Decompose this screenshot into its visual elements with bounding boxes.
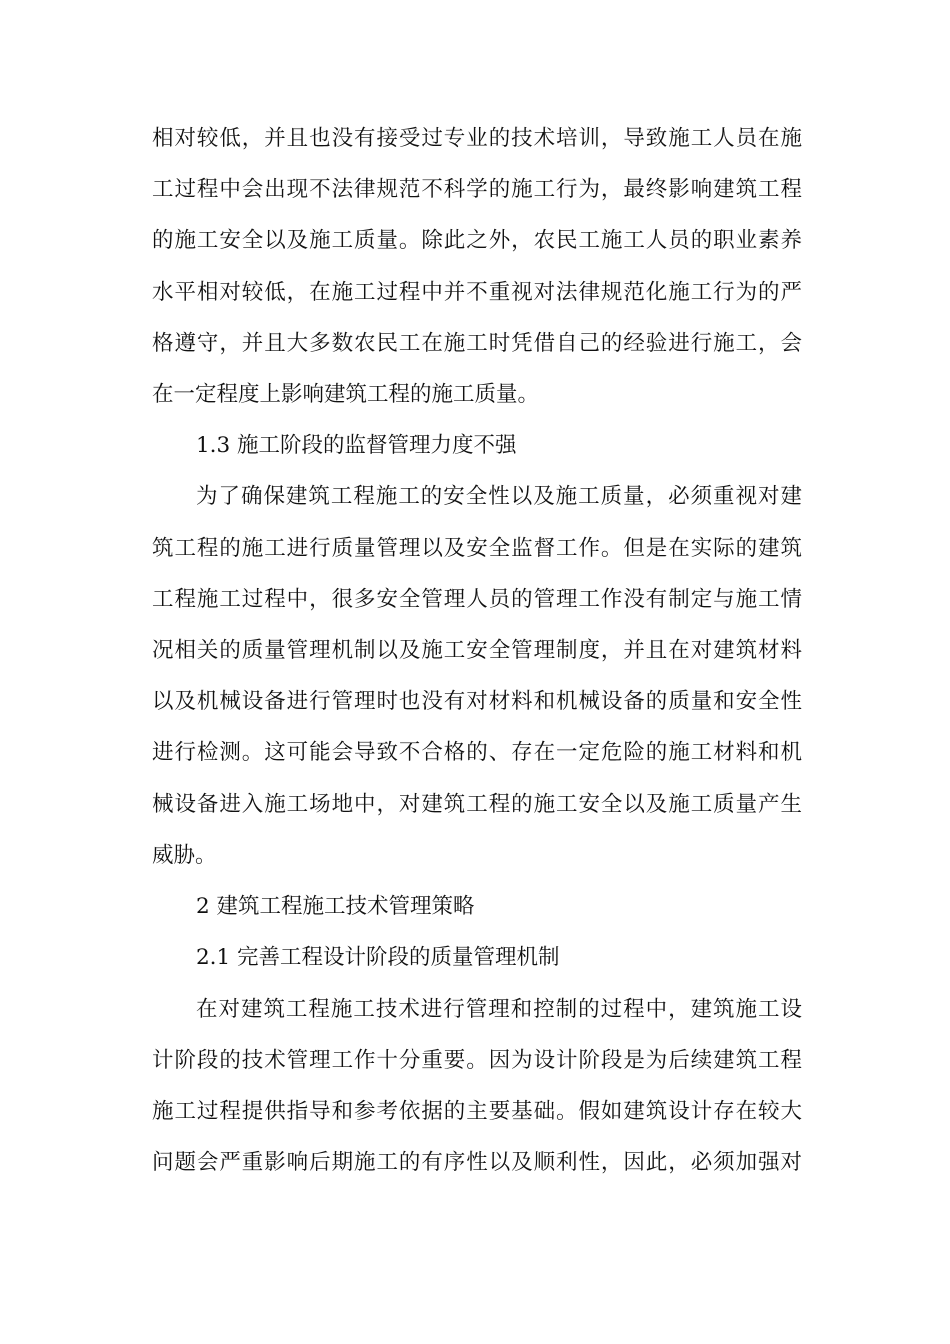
paragraph-line: 威胁。 <box>152 843 217 868</box>
paragraph-line: 工程施工过程中，很多安全管理人员的管理工作没有制定与施工情 <box>152 587 802 612</box>
paragraph-line: 为了确保建筑工程施工的安全性以及施工质量，必须重视对建 <box>196 484 802 509</box>
paragraph-line: 在对建筑工程施工技术进行管理和控制的过程中，建筑施工设 <box>196 997 802 1022</box>
paragraph-line: 以及机械设备进行管理时也没有对材料和机械设备的质量和安全性 <box>152 689 802 714</box>
paragraph-line: 进行检测。这可能会导致不合格的、存在一定危险的施工材料和机 <box>152 740 802 765</box>
paragraph-line: 水平相对较低，在施工过程中并不重视对法律规范化施工行为的严 <box>152 280 802 305</box>
paragraph-line: 相对较低，并且也没有接受过专业的技术培训，导致施工人员在施 <box>152 126 802 151</box>
paragraph-line: 的施工安全以及施工质量。除此之外，农民工施工人员的职业素养 <box>152 228 802 253</box>
section-heading: 1.3 施工阶段的监督管理力度不强 <box>196 433 517 458</box>
paragraph-line: 况相关的质量管理机制以及施工安全管理制度，并且在对建筑材料 <box>152 638 802 663</box>
paragraph-line: 筑工程的施工进行质量管理以及安全监督工作。但是在实际的建筑 <box>152 536 802 561</box>
paragraph-line: 格遵守，并且大多数农民工在施工时凭借自己的经验进行施工，会 <box>152 331 802 356</box>
paragraph-line: 工过程中会出现不法律规范不科学的施工行为，最终影响建筑工程 <box>152 177 802 202</box>
paragraph-line: 在一定程度上影响建筑工程的施工质量。 <box>152 382 540 407</box>
subsection-heading: 2.1 完善工程设计阶段的质量管理机制 <box>196 945 560 970</box>
section-heading: 2 建筑工程施工技术管理策略 <box>196 894 475 919</box>
paragraph-line: 施工过程提供指导和参考依据的主要基础。假如建筑设计存在较大 <box>152 1099 802 1124</box>
paragraph-line: 计阶段的技术管理工作十分重要。因为设计阶段是为后续建筑工程 <box>152 1048 802 1073</box>
paragraph-line: 问题会严重影响后期施工的有序性以及顺利性，因此，必须加强对 <box>152 1150 802 1175</box>
paragraph-line: 械设备进入施工场地中，对建筑工程的施工安全以及施工质量产生 <box>152 792 802 817</box>
